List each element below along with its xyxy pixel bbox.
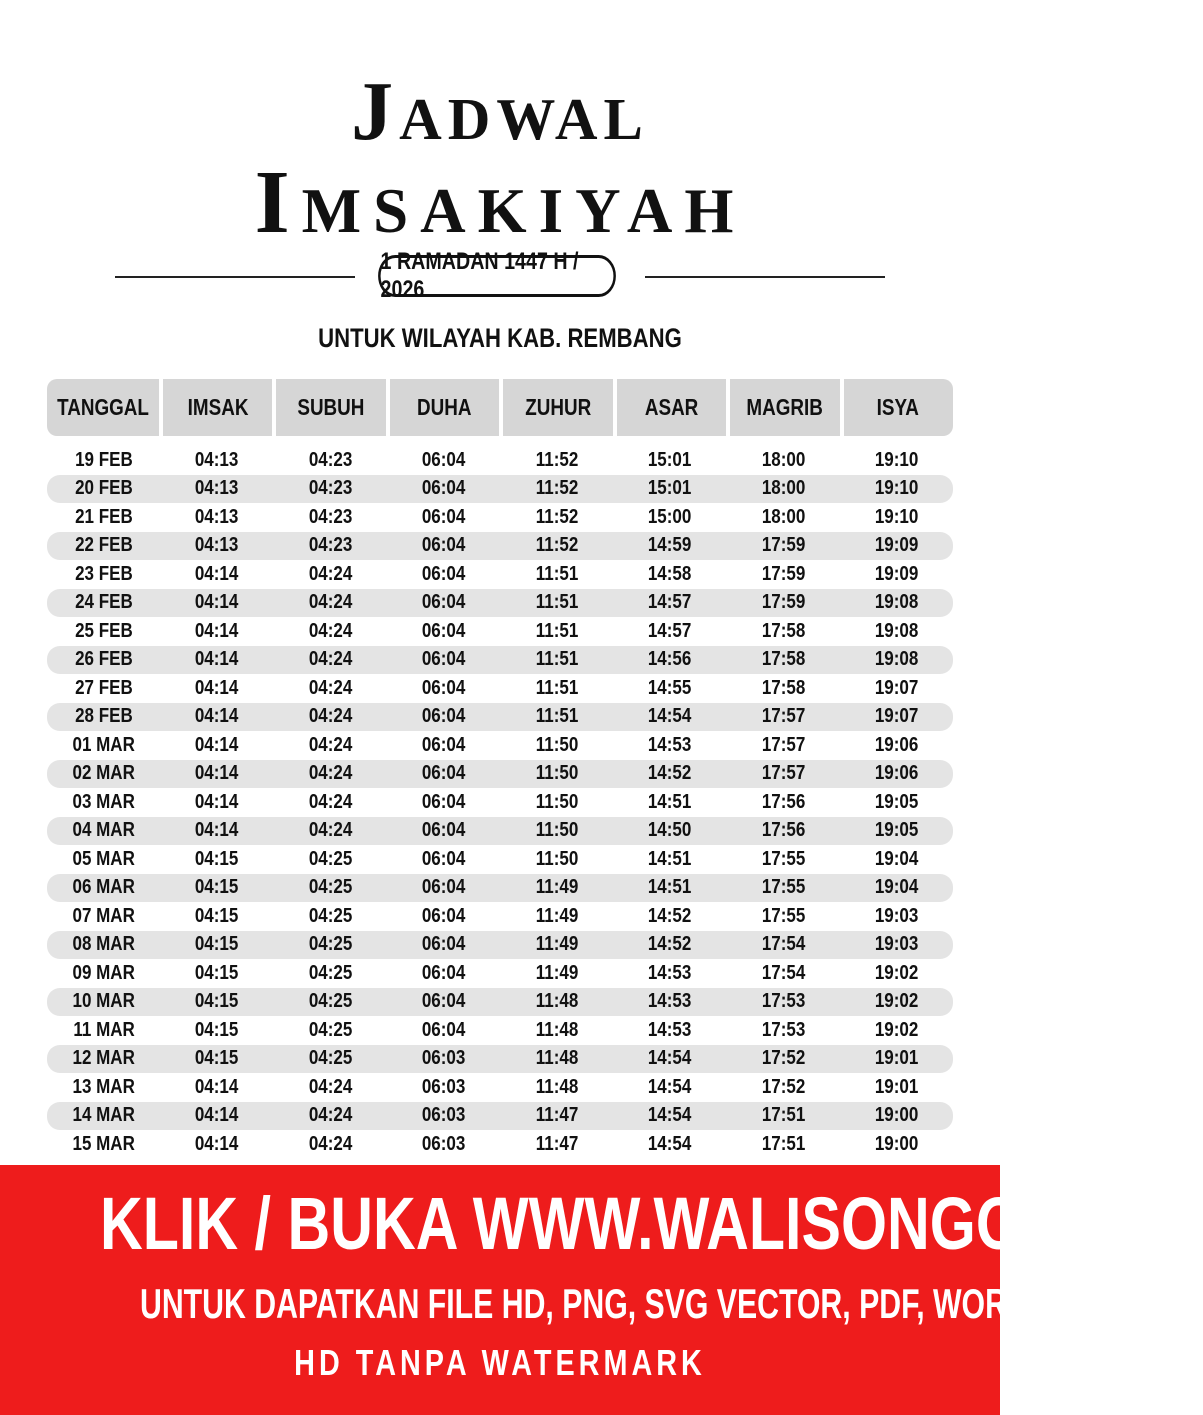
period-badge: 1 RAMADAN 1447 H / 2026	[378, 255, 616, 297]
cell-magrib: 17:56	[761, 790, 805, 813]
cell-subuh: 04:24	[308, 705, 352, 728]
cell-asar: 14:53	[648, 1018, 692, 1041]
cell-isya: 19:09	[874, 562, 919, 585]
cell-imsak: 04:15	[195, 961, 239, 984]
cell-subuh: 04:25	[308, 933, 352, 956]
cell-duha: 06:04	[421, 448, 466, 471]
cell-tanggal: 12 MAR	[72, 1047, 135, 1070]
cell-subuh: 04:24	[308, 648, 352, 671]
cell-asar: 14:53	[648, 733, 692, 756]
cell-subuh: 04:25	[308, 847, 352, 870]
cell-imsak: 04:13	[195, 505, 239, 528]
promo-banner	[0, 1165, 1203, 1415]
table-row	[47, 1016, 953, 1045]
cell-subuh: 04:24	[308, 1132, 352, 1155]
cell-imsak: 04:14	[195, 1132, 239, 1155]
column-header-subuh: SUBUH	[276, 379, 385, 436]
table-row	[47, 503, 953, 532]
cell-zuhur: 11:51	[535, 619, 578, 642]
cell-isya: 19:06	[874, 733, 919, 756]
cell-imsak: 04:14	[195, 648, 239, 671]
cell-asar: 15:00	[648, 505, 692, 528]
cell-tanggal: 27 FEB	[74, 676, 133, 699]
cell-tanggal: 07 MAR	[72, 904, 135, 927]
cell-tanggal: 14 MAR	[72, 1104, 135, 1127]
cell-duha: 06:04	[421, 591, 466, 614]
cell-zuhur: 11:47	[535, 1132, 578, 1155]
table-row	[47, 988, 953, 1017]
cell-asar: 14:56	[648, 648, 692, 671]
cell-imsak: 04:15	[195, 1018, 239, 1041]
cell-subuh: 04:24	[308, 819, 352, 842]
table-row	[47, 703, 953, 732]
cell-tanggal: 04 MAR	[72, 819, 135, 842]
cell-asar: 14:54	[648, 1104, 692, 1127]
cell-duha: 06:04	[421, 733, 466, 756]
cell-zuhur: 11:51	[535, 591, 578, 614]
table-row	[47, 845, 953, 874]
cell-asar: 14:51	[648, 790, 692, 813]
cell-duha: 06:04	[421, 505, 466, 528]
cell-subuh: 04:25	[308, 1047, 352, 1070]
cell-tanggal: 21 FEB	[74, 505, 133, 528]
table-row	[47, 874, 953, 903]
cell-duha: 06:04	[421, 676, 466, 699]
table-row	[47, 1130, 953, 1159]
table-row	[47, 931, 953, 960]
cell-zuhur: 11:50	[535, 790, 578, 813]
cell-subuh: 04:23	[308, 477, 352, 500]
cell-imsak: 04:14	[195, 676, 239, 699]
cell-isya: 19:01	[874, 1047, 919, 1070]
cell-zuhur: 11:47	[535, 1104, 578, 1127]
cell-imsak: 04:14	[195, 562, 239, 585]
cell-zuhur: 11:52	[535, 448, 578, 471]
cell-tanggal: 19 FEB	[74, 448, 133, 471]
cell-isya: 19:08	[874, 591, 919, 614]
cell-zuhur: 11:49	[535, 904, 578, 927]
cell-zuhur: 11:48	[535, 990, 578, 1013]
cell-isya: 19:02	[874, 990, 919, 1013]
column-header-imsak: IMSAK	[163, 379, 272, 436]
cell-zuhur: 11:51	[535, 705, 578, 728]
cell-imsak: 04:13	[195, 477, 239, 500]
cell-asar: 14:50	[648, 819, 692, 842]
cell-magrib: 17:54	[761, 961, 805, 984]
cell-duha: 06:04	[421, 790, 466, 813]
cell-asar: 14:53	[648, 990, 692, 1013]
cell-duha: 06:04	[421, 990, 466, 1013]
cell-magrib: 17:58	[761, 676, 805, 699]
cell-isya: 19:03	[874, 904, 919, 927]
divider-left	[115, 276, 355, 278]
cell-duha: 06:04	[421, 876, 466, 899]
cell-subuh: 04:24	[308, 762, 352, 785]
cell-magrib: 18:00	[761, 505, 805, 528]
table-row	[47, 674, 953, 703]
cell-duha: 06:04	[421, 961, 466, 984]
cell-isya: 19:00	[874, 1132, 919, 1155]
cell-asar: 15:01	[648, 448, 692, 471]
banner-note: HD TANPA WATERMARK	[294, 1342, 706, 1383]
cell-asar: 14:54	[648, 1047, 692, 1070]
cell-zuhur: 11:51	[535, 562, 578, 585]
cell-duha: 06:04	[421, 1018, 466, 1041]
cell-subuh: 04:24	[308, 562, 352, 585]
cell-imsak: 04:14	[195, 733, 239, 756]
cell-tanggal: 25 FEB	[74, 619, 133, 642]
cell-subuh: 04:24	[308, 619, 352, 642]
cell-isya: 19:02	[874, 1018, 919, 1041]
cell-subuh: 04:24	[308, 676, 352, 699]
cell-subuh: 04:23	[308, 534, 352, 557]
cell-asar: 14:52	[648, 904, 692, 927]
cell-duha: 06:04	[421, 819, 466, 842]
cell-zuhur: 11:49	[535, 933, 578, 956]
column-header-zuhur: ZUHUR	[503, 379, 612, 436]
cell-isya: 19:10	[874, 477, 919, 500]
cell-isya: 19:10	[874, 505, 919, 528]
cell-zuhur: 11:48	[535, 1047, 578, 1070]
table-header	[47, 379, 953, 436]
cell-magrib: 17:51	[761, 1132, 805, 1155]
cell-duha: 06:04	[421, 477, 466, 500]
cell-magrib: 18:00	[761, 477, 805, 500]
cell-duha: 06:03	[421, 1104, 466, 1127]
cell-tanggal: 26 FEB	[74, 648, 133, 671]
cell-subuh: 04:25	[308, 990, 352, 1013]
cell-zuhur: 11:50	[535, 847, 578, 870]
cell-isya: 19:05	[874, 819, 919, 842]
cell-tanggal: 28 FEB	[74, 705, 133, 728]
cell-isya: 19:08	[874, 648, 919, 671]
cell-asar: 15:01	[648, 477, 692, 500]
cell-subuh: 04:24	[308, 591, 352, 614]
cell-isya: 19:06	[874, 762, 919, 785]
cell-magrib: 17:53	[761, 990, 805, 1013]
cell-subuh: 04:24	[308, 790, 352, 813]
cell-isya: 19:01	[874, 1075, 919, 1098]
cell-subuh: 04:24	[308, 1104, 352, 1127]
cell-tanggal: 11 MAR	[72, 1018, 135, 1041]
cell-magrib: 17:55	[761, 904, 805, 927]
cell-tanggal: 15 MAR	[72, 1132, 135, 1155]
cell-tanggal: 05 MAR	[72, 847, 135, 870]
schedule-table-body	[47, 446, 953, 1159]
cell-tanggal: 08 MAR	[72, 933, 135, 956]
cell-magrib: 17:57	[761, 705, 805, 728]
cell-duha: 06:03	[421, 1132, 466, 1155]
cell-tanggal: 03 MAR	[72, 790, 135, 813]
table-row	[47, 560, 953, 589]
cell-duha: 06:04	[421, 847, 466, 870]
cell-isya: 19:10	[874, 448, 919, 471]
cell-duha: 06:04	[421, 534, 466, 557]
cell-duha: 06:04	[421, 562, 466, 585]
cell-imsak: 04:14	[195, 819, 239, 842]
cell-duha: 06:03	[421, 1047, 466, 1070]
cell-magrib: 17:55	[761, 876, 805, 899]
cell-asar: 14:54	[648, 1132, 692, 1155]
table-row	[47, 788, 953, 817]
cell-magrib: 17:57	[761, 762, 805, 785]
cell-magrib: 17:59	[761, 591, 805, 614]
cell-imsak: 04:15	[195, 933, 239, 956]
cell-magrib: 17:55	[761, 847, 805, 870]
cell-magrib: 17:57	[761, 733, 805, 756]
cell-tanggal: 06 MAR	[72, 876, 135, 899]
cell-imsak: 04:14	[195, 705, 239, 728]
cell-asar: 14:52	[648, 762, 692, 785]
region-label: UNTUK WILAYAH KAB. REMBANG	[318, 323, 682, 353]
cell-zuhur: 11:51	[535, 676, 578, 699]
cell-isya: 19:02	[874, 961, 919, 984]
table-row	[47, 1073, 953, 1102]
table-row	[47, 959, 953, 988]
cell-magrib: 17:59	[761, 562, 805, 585]
cell-duha: 06:03	[421, 1075, 466, 1098]
cell-imsak: 04:14	[195, 1104, 239, 1127]
divider-right	[645, 276, 885, 278]
column-header-duha: DUHA	[390, 379, 499, 436]
cell-subuh: 04:23	[308, 505, 352, 528]
cell-zuhur: 11:50	[535, 819, 578, 842]
cell-imsak: 04:14	[195, 1075, 239, 1098]
cell-magrib: 17:56	[761, 819, 805, 842]
cell-isya: 19:03	[874, 933, 919, 956]
cell-asar: 14:52	[648, 933, 692, 956]
banner-headline: KLIK / BUKA WWW.WALISONGO.CO.ID	[100, 1182, 1203, 1265]
cell-subuh: 04:25	[308, 1018, 352, 1041]
table-row	[47, 817, 953, 846]
column-header-tanggal: TANGGAL	[47, 379, 159, 436]
table-row	[47, 532, 953, 561]
cell-duha: 06:04	[421, 762, 466, 785]
cell-magrib: 17:52	[761, 1075, 805, 1098]
cell-tanggal: 20 FEB	[74, 477, 133, 500]
table-row	[47, 1045, 953, 1074]
cell-isya: 19:00	[874, 1104, 919, 1127]
cell-duha: 06:04	[421, 933, 466, 956]
cell-asar: 14:54	[648, 705, 692, 728]
cell-tanggal: 23 FEB	[74, 562, 133, 585]
table-row	[47, 475, 953, 504]
cell-zuhur: 11:49	[535, 876, 578, 899]
cell-magrib: 17:58	[761, 648, 805, 671]
cell-asar: 14:59	[648, 534, 692, 557]
cell-duha: 06:04	[421, 648, 466, 671]
cell-magrib: 17:58	[761, 619, 805, 642]
table-row	[47, 589, 953, 618]
cell-isya: 19:09	[874, 534, 919, 557]
table-row	[47, 646, 953, 675]
cell-imsak: 04:14	[195, 790, 239, 813]
cell-isya: 19:04	[874, 876, 919, 899]
table-row	[47, 731, 953, 760]
cell-asar: 14:58	[648, 562, 692, 585]
table-row	[47, 446, 953, 475]
column-header-isya: ISYA	[844, 379, 953, 436]
cell-imsak: 04:15	[195, 847, 239, 870]
cell-isya: 19:07	[874, 676, 919, 699]
cell-magrib: 17:52	[761, 1047, 805, 1070]
cell-magrib: 17:59	[761, 534, 805, 557]
cell-zuhur: 11:51	[535, 648, 578, 671]
cell-tanggal: 10 MAR	[72, 990, 135, 1013]
cell-tanggal: 02 MAR	[72, 762, 135, 785]
cell-subuh: 04:23	[308, 448, 352, 471]
cell-tanggal: 24 FEB	[74, 591, 133, 614]
cell-asar: 14:55	[648, 676, 692, 699]
table-row	[47, 902, 953, 931]
cell-asar: 14:57	[648, 591, 692, 614]
cell-subuh: 04:25	[308, 876, 352, 899]
cell-subuh: 04:25	[308, 961, 352, 984]
cell-duha: 06:04	[421, 619, 466, 642]
banner-subline: UNTUK DAPATKAN FILE HD, PNG, SVG VECTOR, PDF, WORD, EXCEL	[140, 1280, 1147, 1327]
cell-zuhur: 11:48	[535, 1075, 578, 1098]
cell-imsak: 04:14	[195, 619, 239, 642]
cell-zuhur: 11:49	[535, 961, 578, 984]
cell-zuhur: 11:52	[535, 477, 578, 500]
cell-isya: 19:08	[874, 619, 919, 642]
cell-imsak: 04:13	[195, 448, 239, 471]
cell-imsak: 04:15	[195, 876, 239, 899]
cell-isya: 19:05	[874, 790, 919, 813]
table-row	[47, 760, 953, 789]
cell-zuhur: 11:50	[535, 733, 578, 756]
table-row	[47, 617, 953, 646]
column-header-asar: ASAR	[617, 379, 726, 436]
cell-asar: 14:51	[648, 876, 692, 899]
cell-magrib: 17:51	[761, 1104, 805, 1127]
title-line-2: Imsakiyah	[254, 153, 746, 252]
cell-subuh: 04:25	[308, 904, 352, 927]
cell-imsak: 04:15	[195, 904, 239, 927]
cell-magrib: 18:00	[761, 448, 805, 471]
column-header-magrib: MAGRIB	[730, 379, 839, 436]
cell-magrib: 17:53	[761, 1018, 805, 1041]
cell-asar: 14:54	[648, 1075, 692, 1098]
cell-subuh: 04:24	[308, 733, 352, 756]
cell-tanggal: 22 FEB	[74, 534, 133, 557]
cell-imsak: 04:15	[195, 1047, 239, 1070]
title-line-1: Jadwal	[351, 65, 649, 158]
cell-isya: 19:07	[874, 705, 919, 728]
table-row	[47, 1102, 953, 1131]
cell-imsak: 04:14	[195, 591, 239, 614]
cell-zuhur: 11:52	[535, 534, 578, 557]
cell-asar: 14:57	[648, 619, 692, 642]
cell-zuhur: 11:48	[535, 1018, 578, 1041]
cell-magrib: 17:54	[761, 933, 805, 956]
cell-tanggal: 13 MAR	[72, 1075, 135, 1098]
cell-imsak: 04:14	[195, 762, 239, 785]
cell-duha: 06:04	[421, 705, 466, 728]
cell-zuhur: 11:52	[535, 505, 578, 528]
cell-tanggal: 01 MAR	[72, 733, 135, 756]
cell-duha: 06:04	[421, 904, 466, 927]
cell-imsak: 04:15	[195, 990, 239, 1013]
cell-asar: 14:53	[648, 961, 692, 984]
cell-zuhur: 11:50	[535, 762, 578, 785]
cell-imsak: 04:13	[195, 534, 239, 557]
cell-tanggal: 09 MAR	[72, 961, 135, 984]
cell-subuh: 04:24	[308, 1075, 352, 1098]
cell-isya: 19:04	[874, 847, 919, 870]
cell-asar: 14:51	[648, 847, 692, 870]
